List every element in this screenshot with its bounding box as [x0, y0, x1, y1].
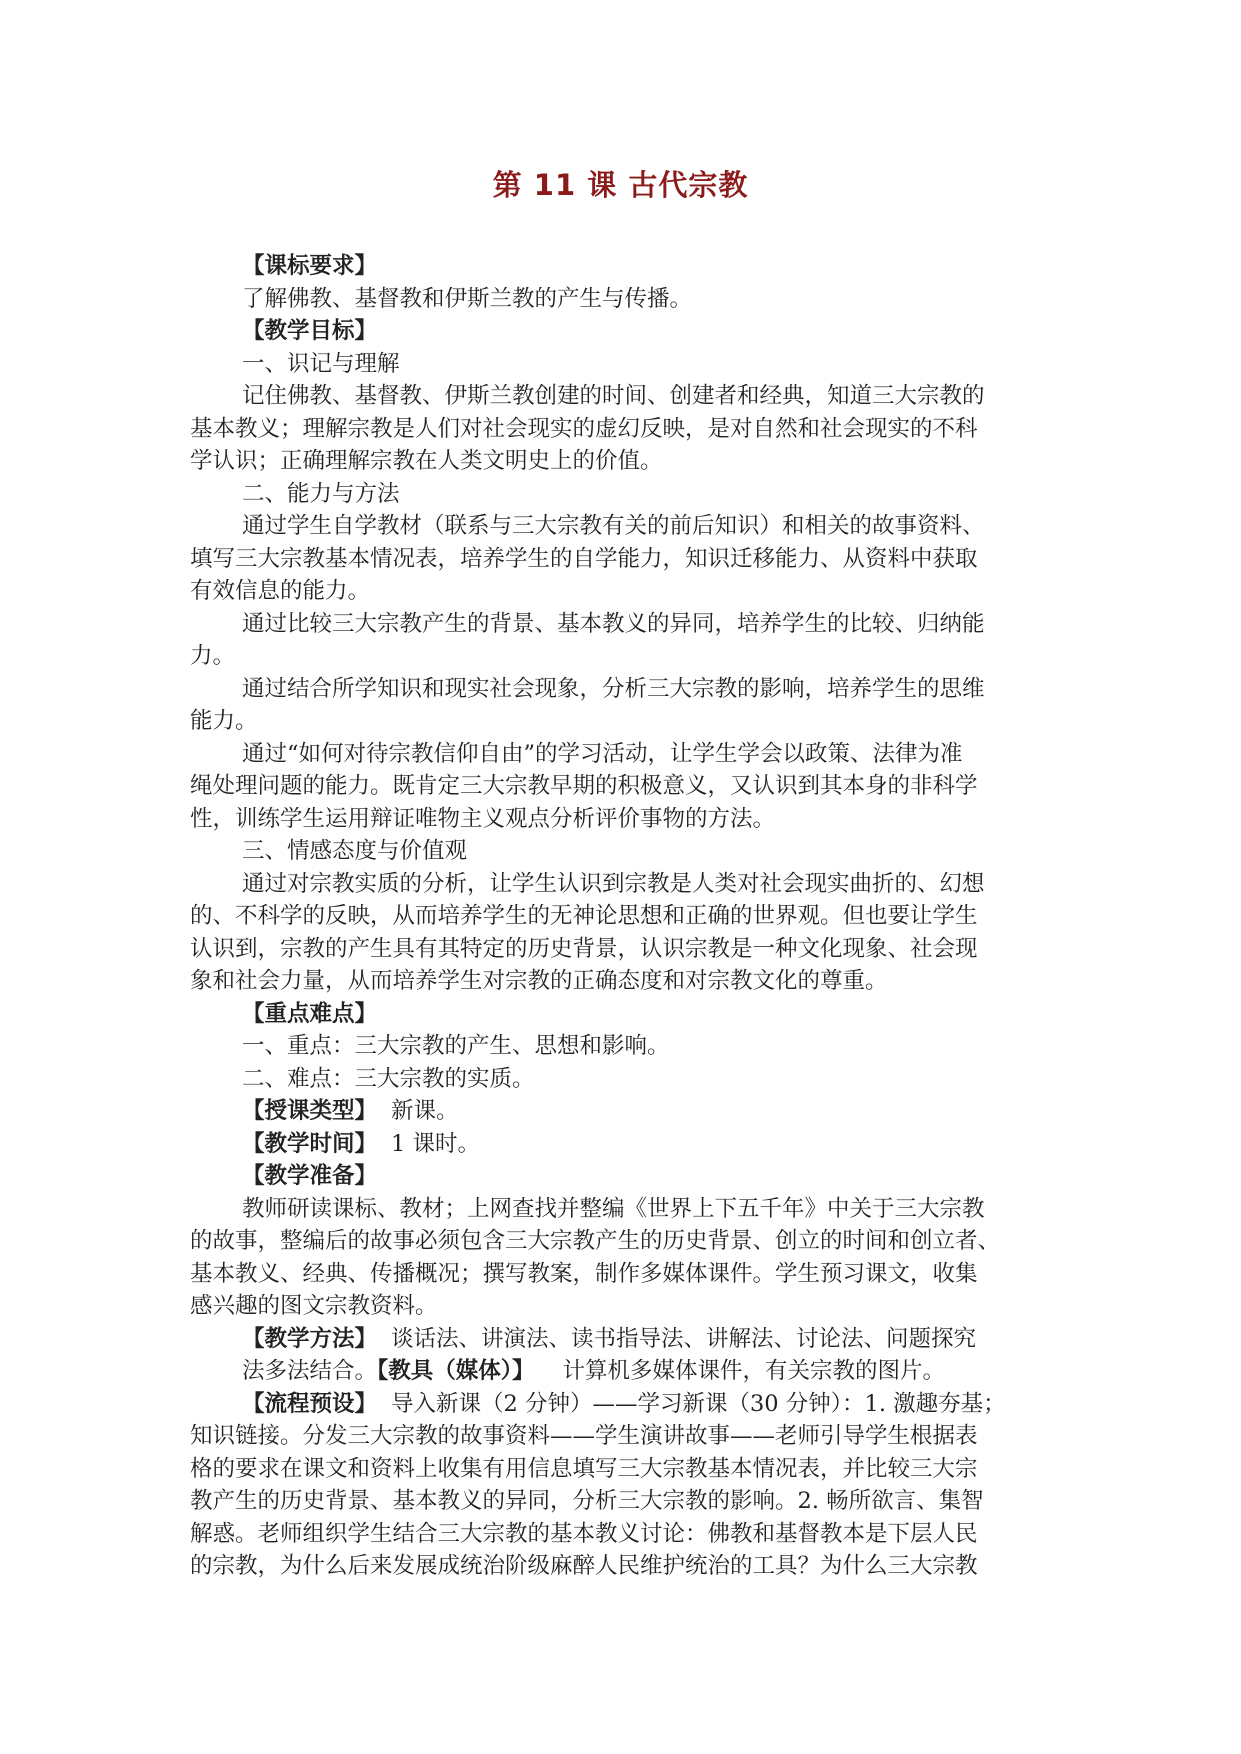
line-text: 知识链接。分发三大宗教的故事资料——学生演讲故事——老师引导学生根据表 [190, 1423, 978, 1449]
lesson-title: 第 11 课 古代宗教 [492, 168, 749, 202]
text-line [190, 510, 1056, 543]
heading-label: 【授课类型】 [242, 1098, 378, 1124]
heading-label: 【教学方法】 [242, 1325, 378, 1352]
lesson-body [190, 250, 1056, 1583]
text-line [190, 835, 1056, 868]
line-text: 新课。 [391, 1098, 459, 1124]
line-text: 的故事，整编后的故事必须包含三大宗教产生的历史背景、创立的时间和创立者、 [190, 1228, 1001, 1254]
text-line [190, 1193, 1056, 1226]
text-line [190, 283, 1056, 316]
text-line [190, 640, 1056, 673]
line-text: 基本教义；理解宗教是人们对社会现实的虚幻反映，是对自然和社会现实的不科 [190, 415, 978, 442]
text-line [190, 1323, 1056, 1356]
line-text: 记住佛教、基督教、伊斯兰教创建的时间、创建者和经典，知道三大宗教的 [242, 383, 985, 409]
line-text: 一、识记与理解 [242, 350, 400, 377]
line-text: 导入新课（2 分钟）——学习新课（30 分钟）：1. 激趣夯基； [391, 1390, 1006, 1417]
text-line [190, 738, 1056, 771]
text-line [190, 1290, 1056, 1323]
line-text: 的宗教，为什么后来发展成统治阶级麻醉人民维护统治的工具？为什么三大宗教 [190, 1553, 978, 1579]
section-heading [190, 1160, 1056, 1193]
line-text: 教师研读课标、教材；上网查找并整编《世界上下五千年》中关于三大宗教 [242, 1195, 985, 1222]
line-text: 三、情感态度与价值观 [242, 838, 468, 864]
line-text: 了解佛教、基督教和伊斯兰教的产生与传播。 [242, 285, 693, 312]
heading-label: 【流程预设】 [242, 1390, 378, 1417]
text-line [190, 770, 1056, 803]
text-line [190, 1355, 1056, 1388]
line-text: 绳处理问题的能力。既肯定三大宗教早期的积极意义，又认识到其本身的非科学 [190, 773, 978, 799]
heading-label: 【教学目标】 [242, 318, 378, 344]
text-line [190, 868, 1056, 901]
text-line [190, 1388, 1056, 1421]
section-heading [190, 315, 1056, 348]
text-line [190, 1128, 1056, 1161]
text-line [190, 803, 1056, 836]
line-text: 谈话法、讲演法、读书指导法、讲解法、讨论法、问题探究 [391, 1325, 977, 1352]
text-line [190, 1095, 1056, 1128]
line-text: 力。 [190, 643, 236, 669]
text-line [190, 1030, 1056, 1063]
line-text: 通过对宗教实质的分析，让学生认识到宗教是人类对社会现实曲折的、幻想 [242, 870, 985, 897]
text-line [190, 413, 1056, 446]
line-text: 法多法结合。 [242, 1358, 378, 1384]
text-line [190, 380, 1056, 413]
line-text: 通过“如何对待宗教信仰自由”的学习活动，让学生学会以政策、法律为准 [242, 740, 963, 767]
text-line [190, 1550, 1056, 1583]
line-text: 感兴趣的图文宗教资料。 [190, 1293, 438, 1319]
line-text: 填写三大宗教基本情况表，培养学生的自学能力，知识迁移能力、从资料中获取 [190, 545, 978, 572]
text-line [190, 1258, 1056, 1291]
line-text: 学认识；正确理解宗教在人类文明史上的价值。 [190, 448, 663, 474]
line-text: 性，训练学生运用辩证唯物主义观点分析评价事物的方法。 [190, 805, 776, 832]
section-heading [190, 998, 1056, 1031]
line-text: 通过结合所学知识和现实社会现象，分析三大宗教的影响，培养学生的思维 [242, 675, 985, 702]
line-text: 通过比较三大宗教产生的背景、基本教义的异同，培养学生的比较、归纳能 [242, 610, 985, 637]
line-text: 计算机多媒体课件，有关宗教的图片。 [562, 1358, 946, 1384]
heading-label: 【教学准备】 [242, 1163, 378, 1189]
text-line [190, 445, 1056, 478]
text-line [190, 478, 1056, 511]
text-line [190, 673, 1056, 706]
text-line [190, 933, 1056, 966]
text-line [190, 1063, 1056, 1096]
line-text: 认识到，宗教的产生具有其特定的历史背景，认识宗教是一种文化现象、社会现 [190, 935, 978, 962]
heading-label: 【课标要求】 [242, 253, 378, 279]
text-line [190, 608, 1056, 641]
heading-label: 【教学时间】 [242, 1130, 378, 1157]
text-line [190, 965, 1056, 998]
text-line [190, 705, 1056, 738]
text-line [190, 348, 1056, 381]
heading-label: 【教具（媒体）】 [377, 1358, 535, 1384]
line-text: 1 课时。 [391, 1130, 480, 1157]
line-text: 教产生的历史背景、基本教义的异同，分析三大宗教的影响。2. 畅所欲言、集智 [190, 1488, 984, 1514]
text-line [190, 1225, 1056, 1258]
line-text: 能力。 [190, 708, 258, 734]
text-line [190, 1453, 1056, 1486]
line-text: 象和社会力量，从而培养学生对宗教的正确态度和对宗教文化的尊重。 [190, 968, 888, 994]
line-text: 解惑。老师组织学生结合三大宗教的基本教义讨论：佛教和基督教本是下层人民 [190, 1520, 978, 1547]
line-text: 的、不科学的反映，从而培养学生的无神论思想和正确的世界观。但也要让学生 [190, 903, 978, 929]
text-line [190, 575, 1056, 608]
line-text: 基本教义、经典、传播概况；撰写教案，制作多媒体课件。学生预习课文，收集 [190, 1260, 978, 1287]
text-line [190, 543, 1056, 576]
text-line [190, 1518, 1056, 1551]
line-text: 二、能力与方法 [242, 480, 400, 507]
heading-label: 【重点难点】 [242, 1000, 378, 1027]
line-text: 有效信息的能力。 [190, 578, 371, 604]
line-text: 二、难点：三大宗教的实质。 [242, 1065, 535, 1092]
text-line [190, 1485, 1056, 1518]
text-line [190, 1420, 1056, 1453]
line-text: 格的要求在课文和资料上收集有用信息填写三大宗教基本情况表，并比较三大宗 [190, 1455, 978, 1482]
text-line [190, 900, 1056, 933]
section-heading [190, 250, 1056, 283]
line-text: 一、重点：三大宗教的产生、思想和影响。 [242, 1033, 670, 1059]
line-text: 通过学生自学教材（联系与三大宗教有关的前后知识）和相关的故事资料、 [242, 513, 985, 539]
